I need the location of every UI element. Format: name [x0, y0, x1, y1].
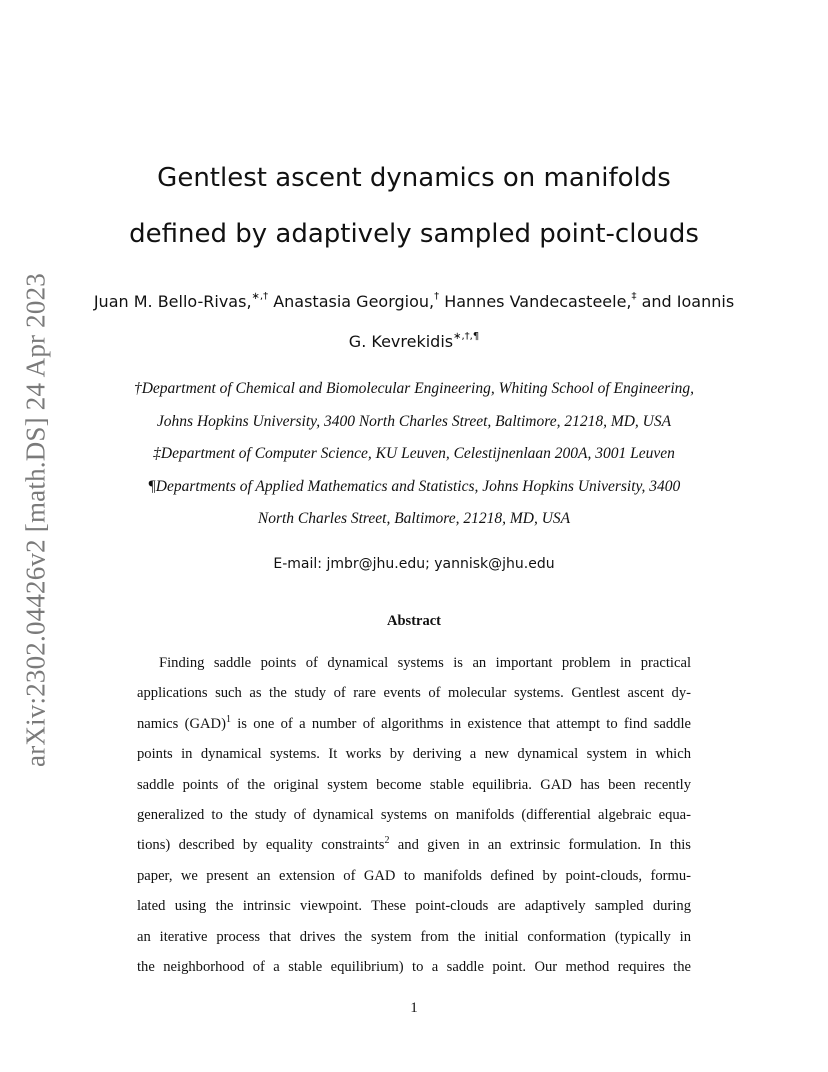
arxiv-sidebar [20, 270, 52, 770]
author-marks: † [434, 291, 440, 302]
arxiv-identifier-stamp: arXiv:2302.04426v2 [math.DS] 24 Apr 2023 [20, 273, 51, 767]
abstract-text: namics (GAD) [137, 715, 226, 732]
abstract-line: saddle points of the original system become stable equilibria. GAD has been recently [137, 776, 691, 793]
abstract-line: Finding saddle points of dynamical systems is an important problem in practical [159, 655, 691, 671]
affiliation-line: North Charles Street, Baltimore, 21218, MD, USA [257, 510, 571, 527]
author-name: G. Kevrekidis [348, 332, 454, 351]
affiliation-line: ¶Departments of Applied Mathematics and Statistics, Johns Hopkins University, 3400 [147, 477, 681, 495]
abstract-line [137, 830, 691, 860]
abstract-line: the neighborhood of a stable equilibrium) to a saddle point. Our method requires the [137, 958, 691, 975]
abstract-line: points in dynamical systems. It works by deriving a new dynamical system in which [137, 746, 691, 763]
abstract-line: lated using the intrinsic viewpoint. These point-clouds are adaptively sampled during [137, 898, 691, 915]
page-number: 1 [410, 1000, 418, 1016]
title-line-2: defined by adaptively sampled point-clouds [129, 219, 699, 249]
abstract-line: paper, we present an extension of GAD to manifolds defined by point-clouds, formu- [137, 867, 691, 884]
author-marks: ‡ [631, 291, 637, 302]
affiliation-line: †Department of Chemical and Biomolecular Engineering, Whiting School of Engineering, [133, 380, 695, 397]
authors-line-2 [60, 322, 768, 362]
author-name: and Ioannis [641, 292, 735, 311]
contact-email: E-mail: jmbr@jhu.edu; yannisk@jhu.edu [273, 556, 555, 572]
abstract-text: is one of a number of algorithms in existence that attempt to find saddle [230, 715, 691, 732]
author-marks: ∗,† [251, 291, 269, 302]
abstract-body [137, 648, 691, 982]
author-name: Hannes Vandecasteele, [444, 292, 632, 311]
author-name: Juan M. Bello-Rivas, [93, 292, 252, 311]
abstract-heading: Abstract [387, 613, 441, 629]
paper-title [0, 150, 828, 262]
abstract-line [137, 709, 691, 739]
citation-ref: 2 [384, 835, 390, 847]
abstract-line: applications such as the study of rare events of molecular systems. Gentlest ascent dy- [137, 685, 691, 702]
author-marks: ∗,†,¶ [453, 331, 480, 342]
abstract-text: and given in an extrinsic formulation. In this [389, 837, 691, 854]
title-line-1: Gentlest ascent dynamics on manifolds [157, 163, 671, 193]
author-list [60, 282, 768, 362]
citation-ref: 1 [225, 713, 231, 725]
affiliation-line: Johns Hopkins University, 3400 North Charles Street, Baltimore, 21218, MD, USA [156, 412, 672, 430]
abstract-line: generalized to the study of dynamical systems on manifolds (differential algebraic equa- [137, 806, 691, 823]
authors-line-1 [60, 282, 768, 322]
affiliations [60, 373, 768, 536]
affiliation-line: ‡Department of Computer Science, KU Leuven, Celestijnenlaan 200A, 3001 Leuven [153, 445, 675, 462]
abstract-line: an iterative process that drives the system from the initial conformation (typically in [137, 928, 691, 945]
author-name: Anastasia Georgiou, [273, 292, 435, 311]
abstract-text: tions) described by equality constraints [137, 837, 385, 854]
